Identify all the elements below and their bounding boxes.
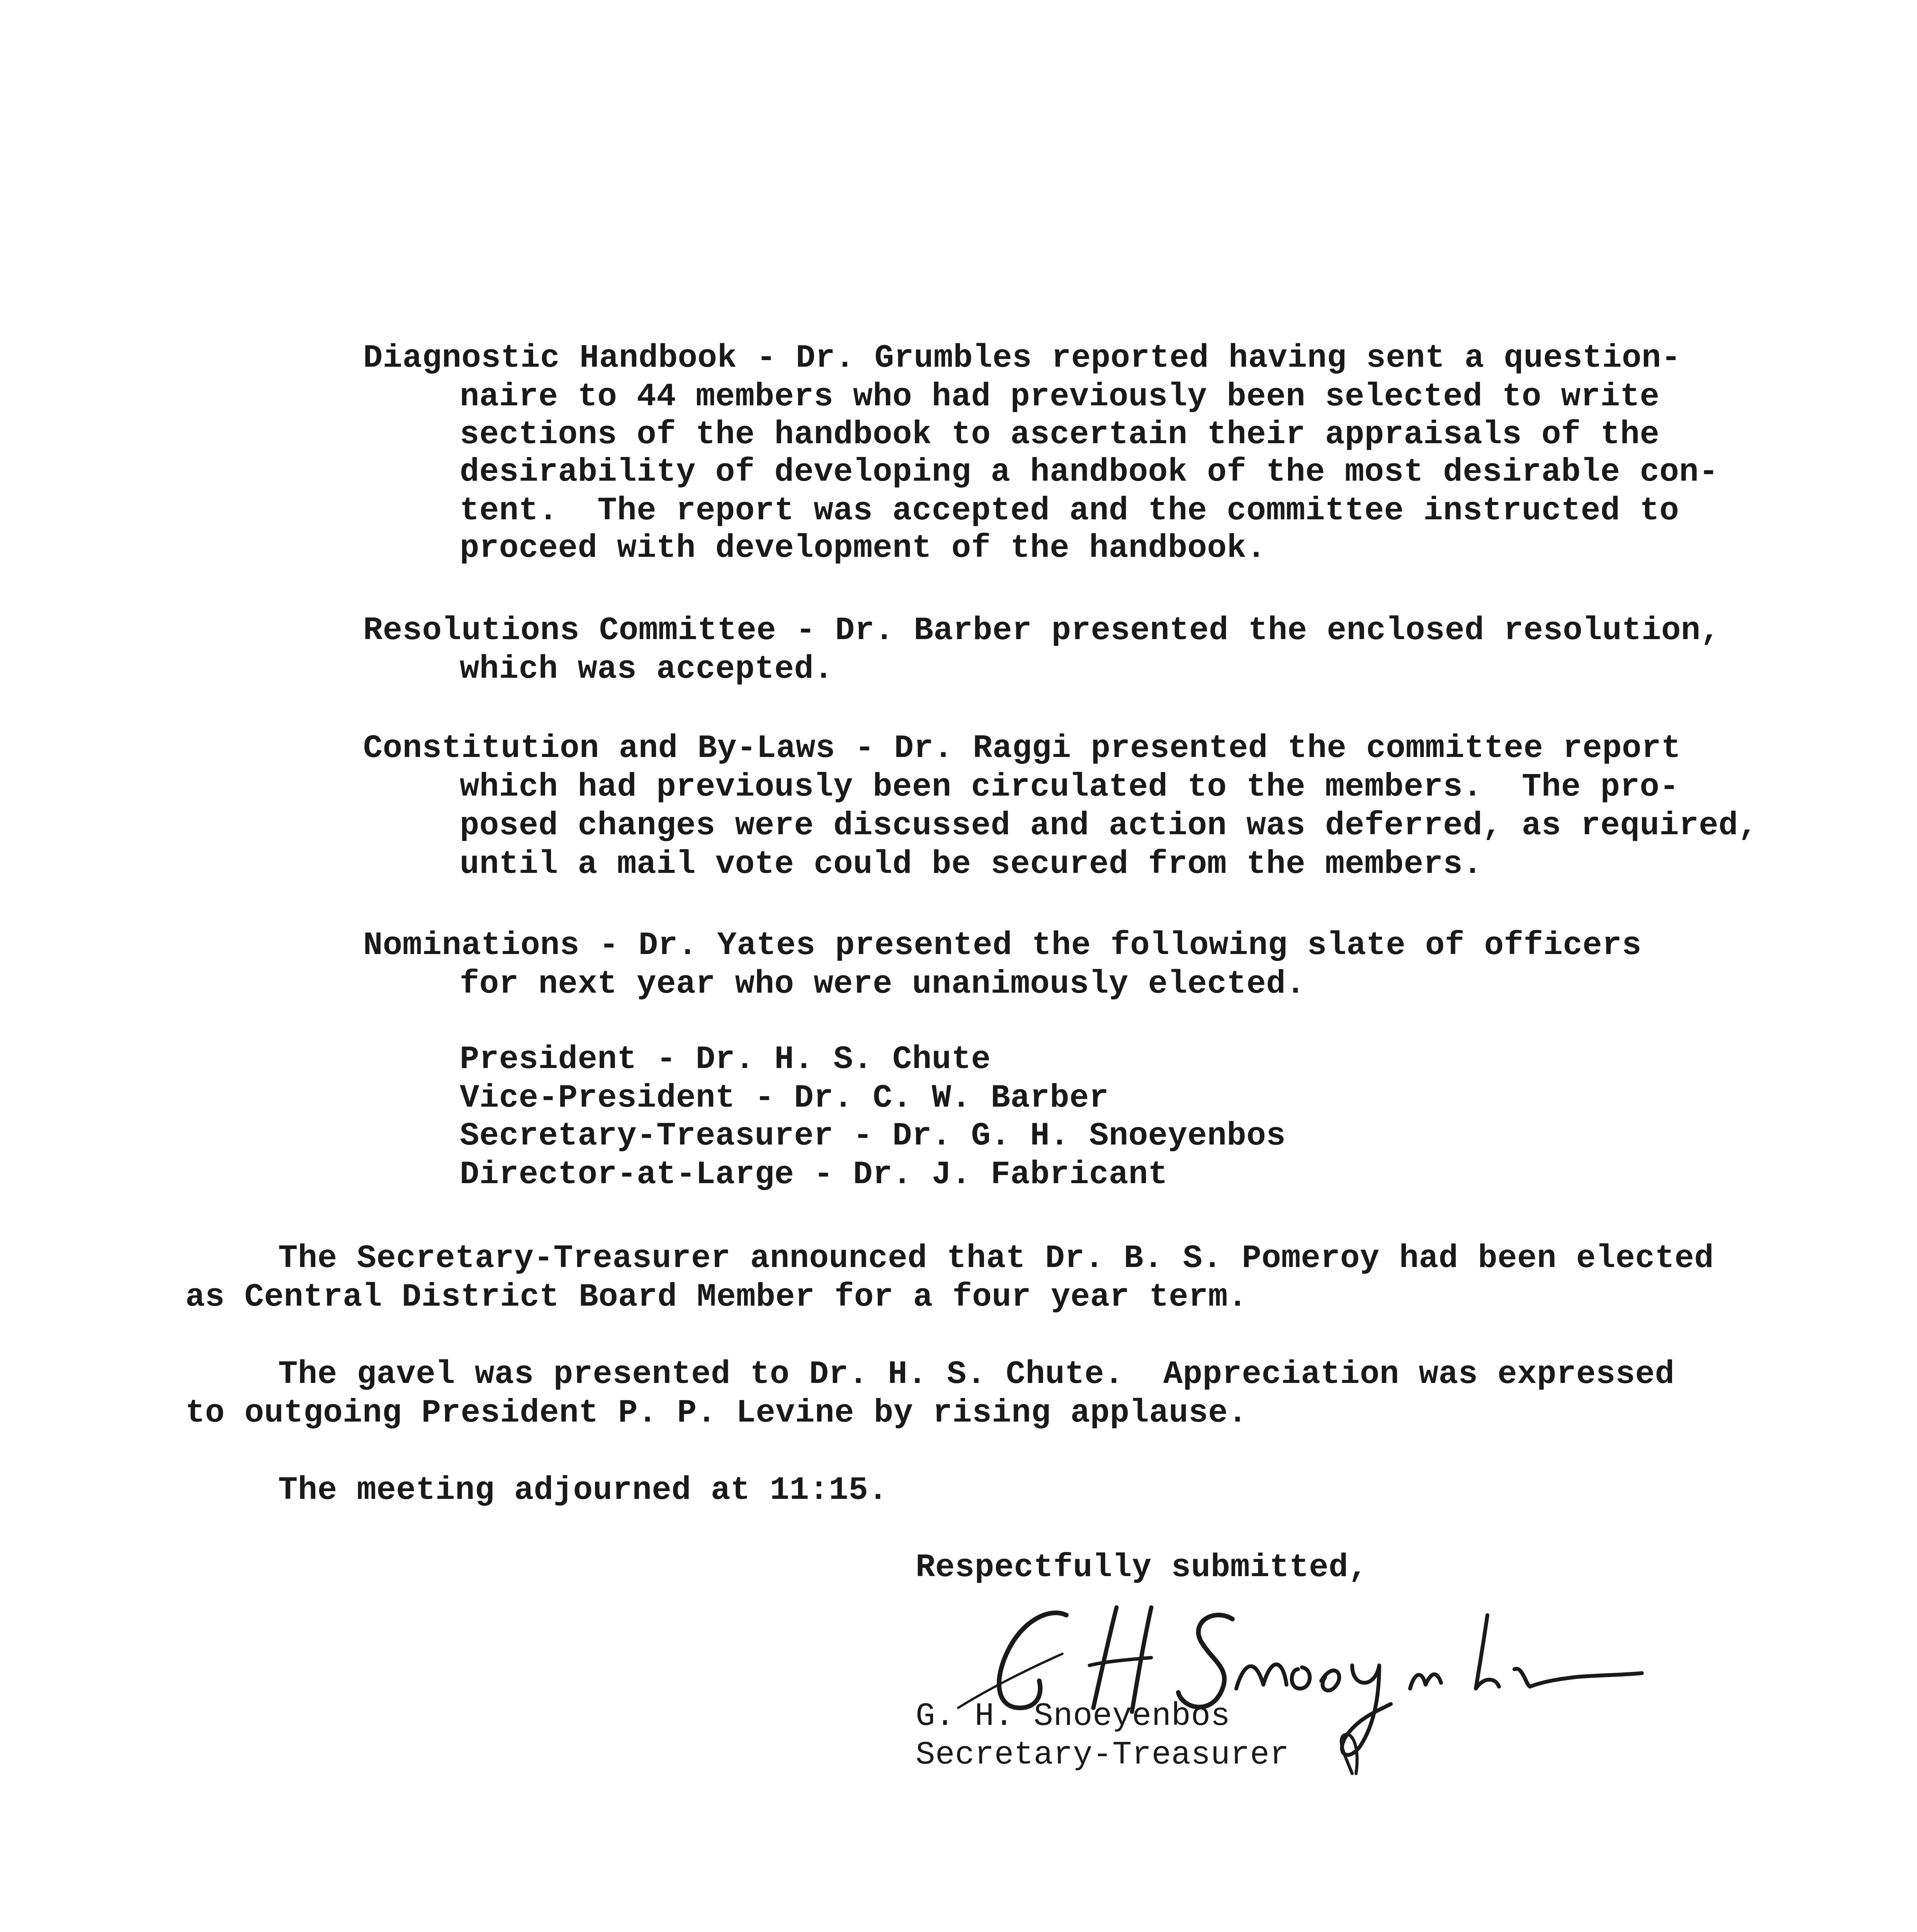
officer-president: President - Dr. H. S. Chute [460, 1041, 991, 1078]
signer-name: G. H. Snoeyenbos [916, 1698, 1230, 1735]
diagnostic-line-4: desirability of developing a handbook of the most desirable con- [460, 454, 1719, 491]
officer-secretary-treasurer: Secretary-Treasurer - Dr. G. H. Snoeyenbos [460, 1118, 1286, 1155]
nominations-line-1: Nominations - Dr. Yates presented the following slate of officers [363, 927, 1642, 964]
election-line-1: The Secretary-Treasurer announced that Dr. B. S. Pomeroy had been elected [278, 1240, 1714, 1277]
officer-vice-president: Vice-President - Dr. C. W. Barber [460, 1080, 1109, 1117]
adjourn-line: The meeting adjourned at 11:15. [278, 1472, 888, 1509]
constitution-line-1: Constitution and By-Laws - Dr. Raggi presented the committee report [363, 730, 1681, 767]
resolutions-line-2: which was accepted. [460, 651, 834, 688]
resolutions-line-1: Resolutions Committee - Dr. Barber presented the enclosed resolution, [363, 612, 1720, 649]
diagnostic-line-1: Diagnostic Handbook - Dr. Grumbles reported having sent a question- [363, 340, 1681, 377]
constitution-line-4: until a mail vote could be secured from the members. [460, 846, 1483, 883]
gavel-line-1: The gavel was presented to Dr. H. S. Chute. Appreciation was expressed [278, 1356, 1675, 1393]
nominations-line-2: for next year who were unanimously elected. [460, 966, 1306, 1003]
diagnostic-line-6: proceed with development of the handbook. [460, 530, 1266, 567]
diagnostic-line-5: tent. The report was accepted and the committee instructed to [460, 493, 1679, 529]
gavel-line-2: to outgoing President P. P. Levine by rising applause. [185, 1395, 1248, 1432]
signer-title: Secretary-Treasurer [916, 1737, 1290, 1774]
constitution-line-2: which had previously been circulated to the members. The pro- [460, 769, 1679, 806]
officer-director-at-large: Director-at-Large - Dr. J. Fabricant [460, 1156, 1168, 1193]
election-line-2: as Central District Board Member for a four year term. [185, 1279, 1248, 1316]
diagnostic-line-3: sections of the handbook to ascertain their appraisals of the [460, 417, 1660, 453]
diagnostic-line-2: naire to 44 members who had previously been selected to write [460, 379, 1660, 415]
closing-salutation: Respectfully submitted, [916, 1549, 1368, 1586]
constitution-line-3: posed changes were discussed and action was deferred, as required, [460, 808, 1758, 844]
